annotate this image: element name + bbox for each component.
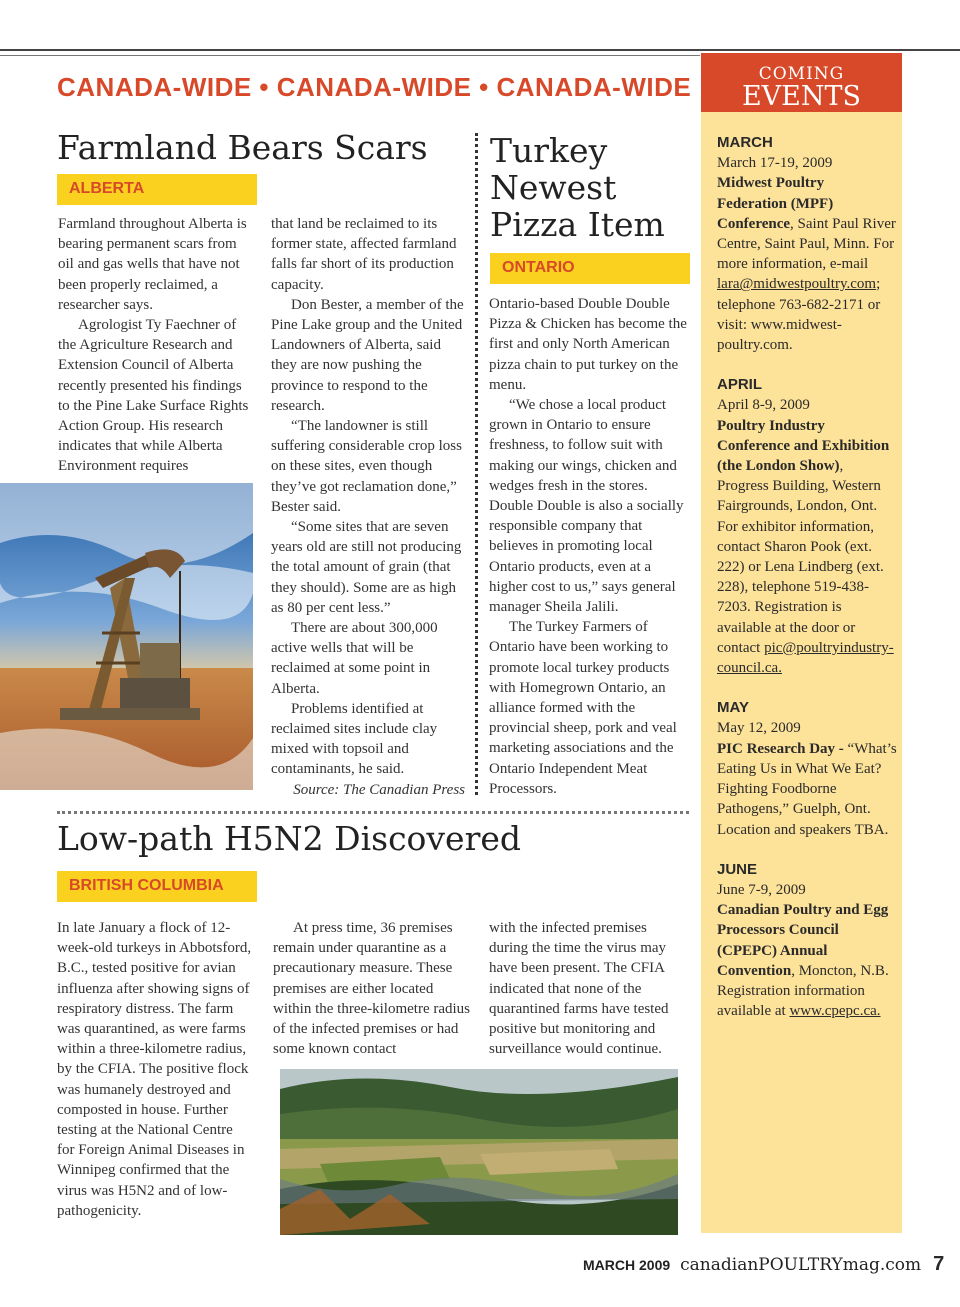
article-pizza-headline: Turkey Newest Pizza Item — [490, 131, 665, 244]
event-name: Midwest Poultry Federation (MPF) Conference — [717, 175, 834, 232]
event-month: MAY — [717, 699, 749, 717]
event-description — [717, 900, 897, 1021]
paragraph: Agrologist Ty Faechner of the Agriculture Research and Extension Council of Alberta recently presented his findings to the Pine Lake Surface Rights Action Group. His research indicates that while Alberta Environment requires — [58, 317, 249, 475]
paragraph: Farmland throughout Alberta is bearing permanent scars from oil and gas wells that have not been properly reclaimed, a researcher says. — [58, 216, 247, 313]
paragraph: Don Bester, a member of the Pine Lake group and the United Landowners of Alberta, said they are now pushing the province to respond to the research. — [271, 296, 464, 414]
coming-events-header — [701, 53, 902, 112]
tag-alberta: ALBERTA — [57, 174, 257, 205]
h5n2-column-3 — [489, 918, 689, 1059]
paragraph: In late January a flock of 12-week-old turkeys in Abbotsford, B.C., tested positive for avian influenza after showing signs of respiratory distress. The farm was quarantined, as were farms within a three-kilometre radius, by the CFIA. The positive flock was humanely destroyed and composted in house. Further testing at the National Centre for Foreign Animal Diseases in Winnipeg confirmed that the virus was H5N2 and of low-pathogenicity. — [57, 920, 252, 1219]
footer-issue: MARCH 2009 — [583, 1257, 671, 1273]
event-month: JUNE — [717, 860, 758, 878]
tag-ontario: ONTARIO — [490, 253, 690, 284]
paragraph: Problems identified at reclaimed sites include clay mixed with topsoil and contaminants, he said. — [271, 700, 438, 778]
event-date: March 17-19, 2009 — [717, 155, 833, 172]
top-rule — [0, 49, 960, 51]
event-text: “What’s Eating Us in What We Eat? Fighting Foodborne Pathogens,” Guelph, Ont. Location and speakers TBA. — [717, 740, 897, 838]
event-description — [717, 173, 897, 355]
farmland-column-2 — [271, 214, 465, 800]
paragraph: with the infected premises during the time the virus may have been present. The CFIA indicated that none of the quarantined farms have tested positive but monitoring and surveillance would continue. — [489, 920, 669, 1058]
paragraph: At press time, 36 premises remain under quarantine as a precautionary measure. These premises are either located within the three-kilometre radius of the infected premises or had some known contact — [273, 920, 471, 1058]
section-divider — [57, 811, 689, 814]
event-may — [717, 698, 897, 839]
tag-british-columbia: BRITISH COLUMBIA — [57, 871, 257, 902]
paragraph: “The landowner is still suffering considerable crop loss on these sites, even though they’ve got reclamation done,” Bester said. — [271, 418, 462, 515]
top-rule-thin — [0, 55, 700, 56]
coming-label: COMING — [758, 64, 845, 84]
event-name: Canadian Poultry and Egg Processors Council (CPEPC) Annual Convention — [717, 902, 889, 979]
event-date: June 7-9, 2009 — [717, 881, 806, 898]
event-text: , Moncton, N.B. Registration information available at — [717, 962, 889, 1020]
email-link[interactable]: pic@poultryindustry-council.ca. — [717, 639, 894, 677]
event-text: ; telephone 763-682-2171 or visit: www.midwest-poultry.com. — [717, 276, 881, 354]
section-banner: CANADA-WIDE • CANADA-WIDE • CANADA-WIDE — [57, 72, 692, 102]
website-link[interactable]: www.cpepc.ca. — [789, 1003, 881, 1020]
paragraph: that land be reclaimed to its former state, affected farmland falls far short of its production capacity. — [271, 216, 457, 293]
event-text: , Progress Building, Western Fairgrounds, London, Ont. For exhibitor information, contact Sharon Pook (ext. 222) or Lena Lindberg (ext. 228), telephone 519-438-7203. Registration is available at the door or contact — [717, 458, 884, 656]
oil-pumpjack-photo — [0, 483, 253, 790]
event-description — [717, 416, 897, 679]
email-link[interactable]: lara@midwestpoultry.com — [717, 276, 877, 293]
page-number: 7 — [933, 1253, 945, 1275]
event-march — [717, 133, 897, 355]
paragraph: “We chose a local product grown in Ontario to ensure freshness, to follow suit with making our wings, chicken and wedges fresh in the stores. Double Double is also a socially responsible company that believes in promoting local Ontario products, even at a higher cost to us,” says general manager Sheila Jalili. — [489, 397, 684, 616]
paragraph: The Turkey Farmers of Ontario have been working to promote local turkey products with Homegrown Ontario, an alliance formed with the provincial sheep, pork and veal marketing associations and the Ontario Independent Meat Processors. — [489, 619, 677, 797]
event-name: Poultry Industry Conference and Exhibition (the London Show) — [717, 417, 890, 475]
events-title: EVENTS — [741, 81, 862, 112]
footer-website: canadianPOULTRYmag.com — [680, 1255, 922, 1275]
event-april — [717, 375, 897, 678]
pizza-column — [489, 294, 689, 799]
paragraph: “Some sites that are seven years old are still not producing the total amount of grain (that they should). Some are as high as 80 per cent less.” — [271, 519, 462, 616]
event-month: MARCH — [717, 134, 773, 151]
event-date: April 8-9, 2009 — [717, 397, 810, 414]
event-name: PIC Research Day - — [717, 740, 844, 757]
event-description — [717, 739, 897, 840]
h5n2-column-1 — [57, 918, 253, 1221]
column-divider — [475, 133, 478, 795]
h5n2-column-2 — [273, 918, 471, 1059]
valley-farmland-photo — [280, 1069, 678, 1235]
article-farmland-headline: Farmland Bears Scars — [57, 128, 428, 167]
event-date: May 12, 2009 — [717, 720, 801, 737]
event-text: , Saint Paul River Centre, Saint Paul, Minn. For more information, e-mail — [717, 215, 896, 273]
event-month: APRIL — [717, 376, 762, 394]
farmland-column-1 — [58, 214, 250, 477]
source-credit: Source: The Canadian Press — [293, 781, 465, 798]
page-footer — [583, 1253, 944, 1276]
article-h5n2-headline: Low-path H5N2 Discovered — [57, 819, 522, 858]
paragraph: There are about 300,000 active wells that will be reclaimed at some point in Alberta. — [271, 620, 438, 697]
events-list — [717, 133, 897, 1041]
event-june — [717, 860, 897, 1022]
paragraph: Ontario-based Double Double Pizza & Chicken has become the first and only North American pizza chain to put turkey on the menu. — [489, 296, 687, 393]
